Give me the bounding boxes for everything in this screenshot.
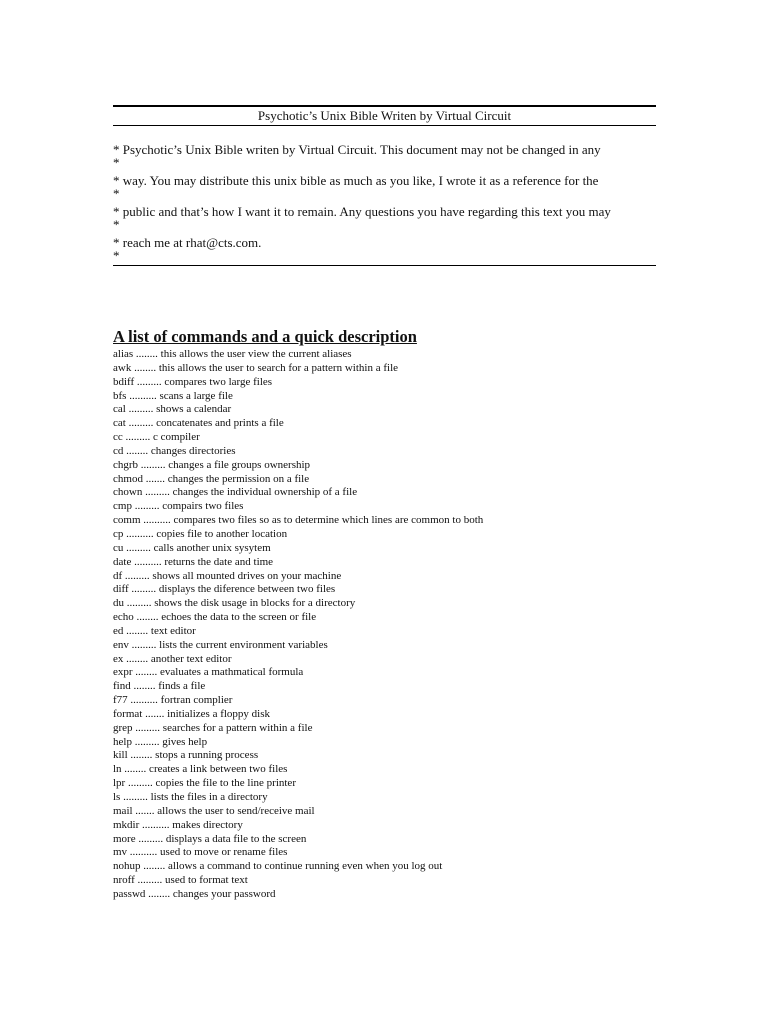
header-top-rule [113, 105, 656, 107]
command-entry: bdiff ......... compares two large files [113, 375, 273, 388]
command-entry: ls ......... lists the files in a directory [113, 791, 268, 803]
command-entry: cu ......... calls another unix sysytem [113, 541, 271, 554]
notice-bottom-rule [113, 265, 656, 266]
command-entry: chown ......... changes the individual ownership of a file [113, 486, 358, 499]
command-entry: cal ......... shows a calendar [113, 403, 232, 416]
document-title: Psychotic’s Unix Bible Writen by Virtual Circuit [257, 108, 512, 123]
command-entry: lpr ......... copies the file to the line printer [113, 777, 296, 790]
command-entry: kill ........ stops a running process [113, 749, 259, 762]
command-entry: cc ......... c compiler [113, 431, 200, 444]
command-entry: date .......... returns the date and time [113, 555, 274, 568]
command-entry: cat ......... concatenates and prints a file [113, 417, 284, 430]
command-entry: alias ........ this allows the user view the current aliases [113, 348, 352, 360]
command-entry: cp .......... copies file to another location [113, 527, 288, 540]
command-entry: nroff ......... used to format text [113, 874, 248, 887]
command-entry: diff ......... displays the diference between two files [113, 583, 336, 596]
notice-line [113, 234, 673, 261]
command-entry: f77 .......... fortran complier [113, 694, 233, 707]
command-entry: find ........ finds a file [113, 680, 206, 693]
notice-text: * reach me at rhat@cts.com. [113, 235, 262, 250]
command-entry: expr ........ evaluates a mathmatical formula [113, 666, 304, 679]
command-entry: format ....... initializes a floppy disk [113, 707, 271, 720]
notice-line [113, 141, 673, 172]
notice-star: * [113, 155, 120, 170]
notice-star: * [113, 186, 120, 201]
command-entry: comm .......... compares two files so as to determine which lines are common to both [113, 514, 484, 527]
command-entry: mv .......... used to move or rename files [113, 846, 288, 859]
command-entry: mkdir .......... makes directory [113, 818, 243, 831]
notice-star: * [113, 217, 120, 232]
command-entry: bfs .......... scans a large file [113, 389, 233, 402]
command-entry: nohup ........ allows a command to continue running even when you log out [113, 860, 443, 873]
notice-star: * [113, 248, 120, 263]
notice-text: * public and that’s how I want it to remain. Any questions you have regarding this text you may [113, 204, 611, 219]
command-entry: df ......... shows all mounted drives on your machine [113, 569, 342, 582]
command-entry: echo ........ echoes the data to the screen or file [113, 611, 317, 624]
notice-text: * way. You may distribute this unix bible as much as you like, I wrote it as a reference for the [113, 173, 599, 188]
command-entry: passwd ........ changes your password [113, 887, 276, 900]
notice-text: * Psychotic’s Unix Bible writen by Virtual Circuit. This document may not be changed in any [113, 142, 601, 157]
command-entry: chgrb ......... changes a file groups ownership [113, 458, 311, 471]
header-bottom-rule [113, 125, 656, 126]
command-entry: cmp ......... compairs two files [113, 500, 244, 513]
command-entry: ex ........ another text editor [113, 652, 232, 665]
command-entry: cd ........ changes directories [113, 444, 236, 457]
section-heading: A list of commands and a quick description [113, 327, 417, 346]
command-entry: grep ......... searches for a pattern within a file [113, 721, 313, 734]
copyright-notice [113, 141, 673, 261]
command-entry: du ......... shows the disk usage in blocks for a directory [113, 597, 356, 610]
command-entry: ed ........ text editor [113, 624, 196, 637]
notice-line [113, 203, 673, 234]
command-entry: env ......... lists the current environment variables [113, 638, 328, 651]
command-entry: ln ........ creates a link between two files [113, 763, 288, 776]
command-entry: mail ....... allows the user to send/receive mail [113, 804, 315, 817]
notice-line [113, 172, 673, 203]
command-entry: awk ........ this allows the user to search for a pattern within a file [113, 361, 399, 374]
command-entry: chmod ....... changes the permission on a file [113, 472, 310, 485]
command-list [113, 347, 673, 901]
command-entry: help ......... gives help [113, 735, 208, 748]
command-entry: more ......... displays a data file to the screen [113, 832, 307, 845]
